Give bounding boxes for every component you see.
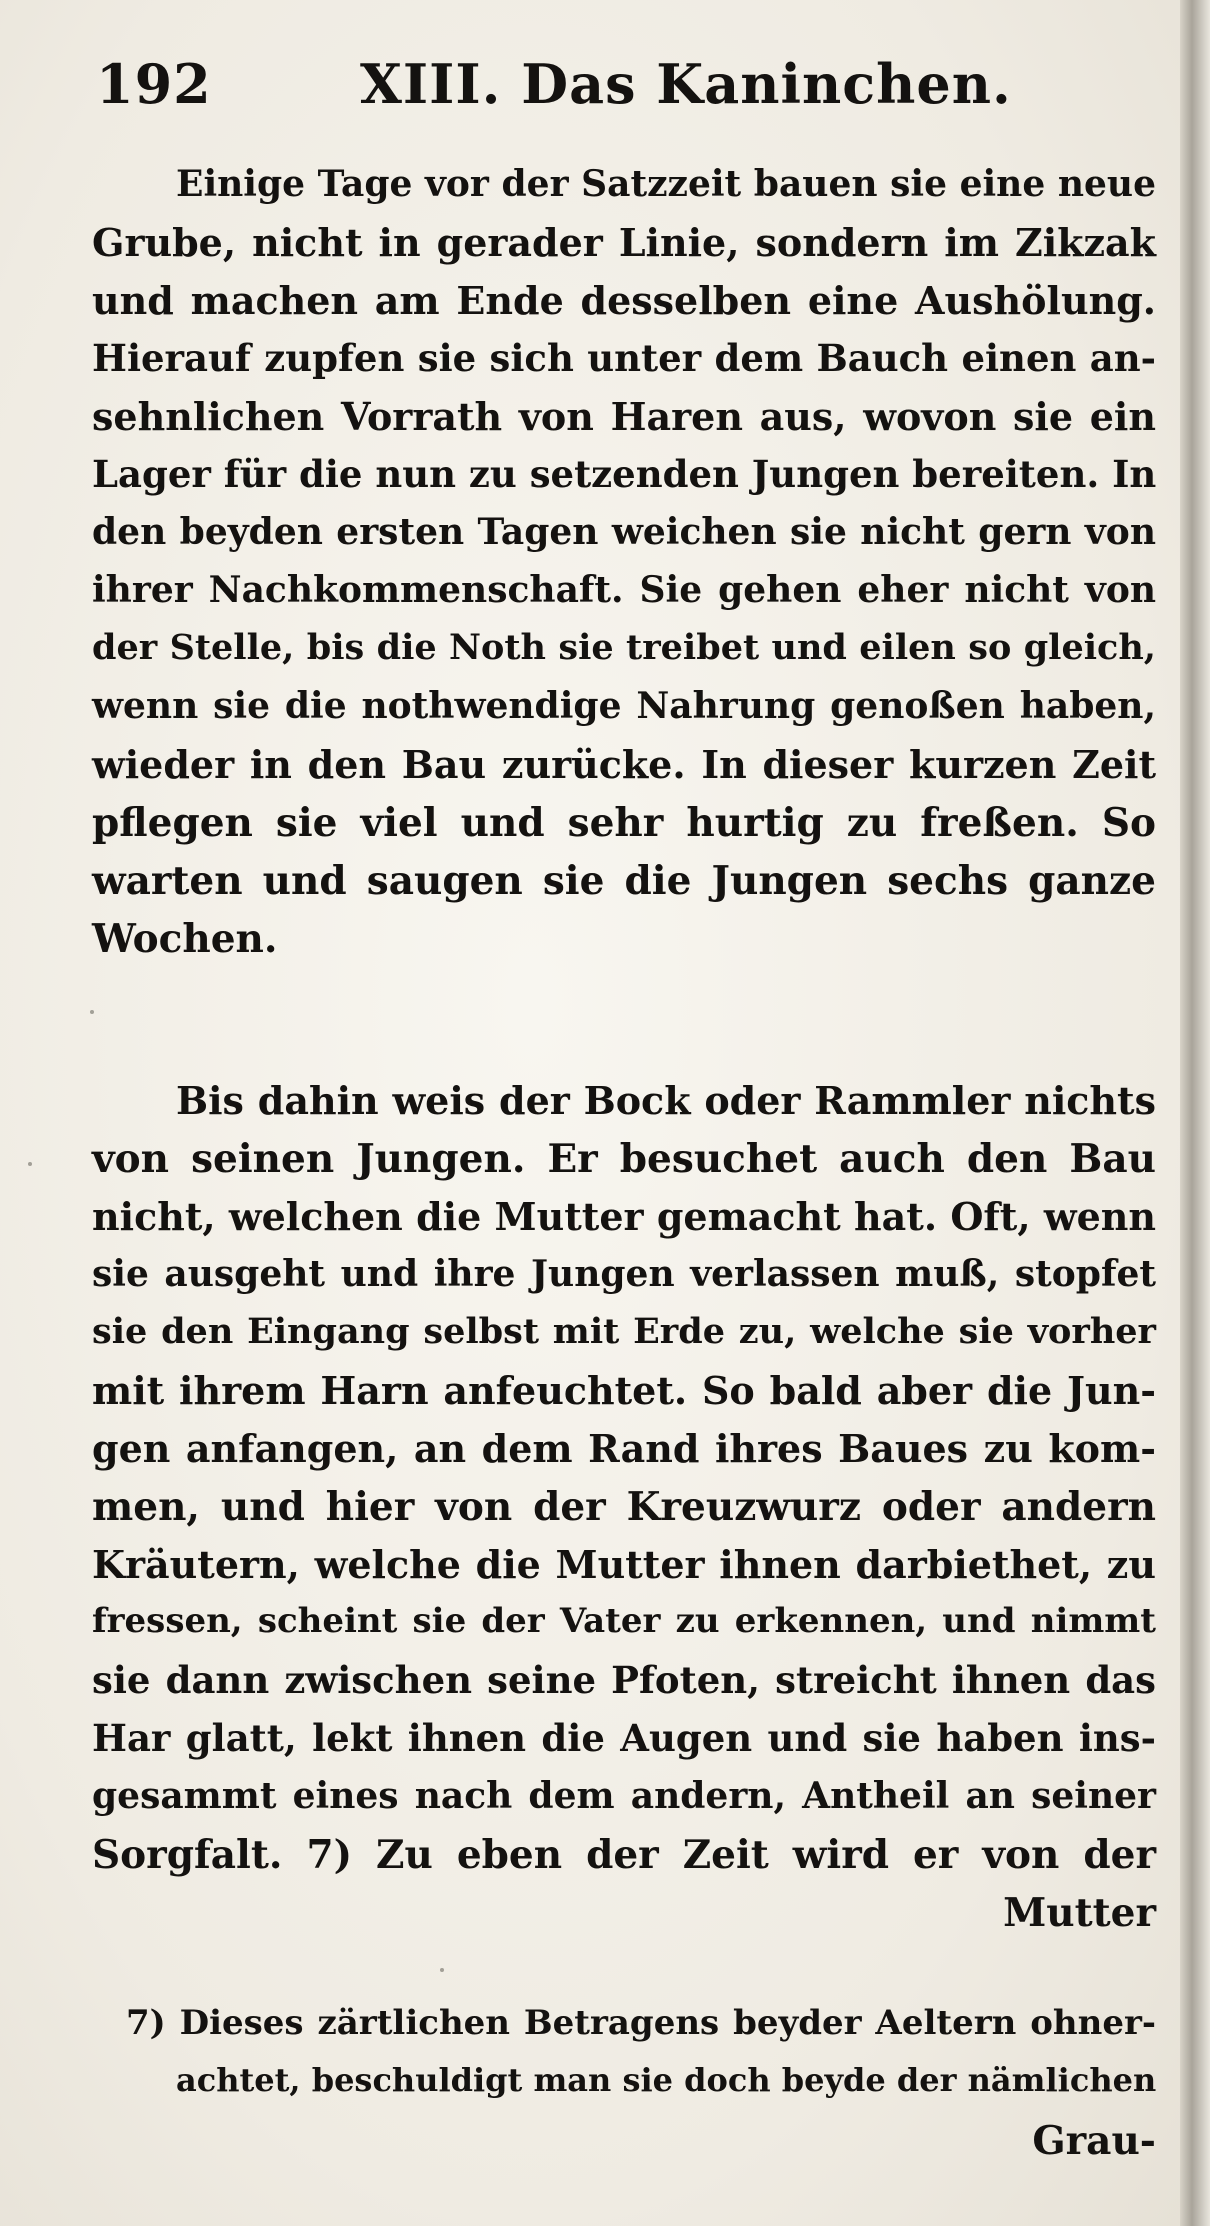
text-line: sehnlichen Vorrath von Haren aus, wovon sie ein [92, 394, 1156, 439]
text-line: warten und saugen sie die Jungen sechs ganze [92, 858, 1156, 904]
text-line: Grube, nicht in gerader Linie, sondern im Zikzak [92, 220, 1156, 265]
text-line: sie ausgeht und ihre Jungen verlassen muß, stopfet [92, 1253, 1156, 1295]
text-line: der Stelle, bis die Noth sie treibet und eilen so gleich, [92, 627, 1156, 668]
text-line: gesammt eines nach dem andern, Antheil an seiner [92, 1775, 1156, 1817]
text-line: mit ihrem Harn anfeuchtet. So bald aber die Jun- [92, 1368, 1156, 1413]
text-line: sie den Eingang selbst mit Erde zu, welche sie vorher [92, 1311, 1156, 1352]
page-binding-edge [1180, 0, 1210, 2226]
text-line: Bis dahin weis der Bock oder Rammler nichts [176, 1078, 1156, 1123]
footnote-line: achtet, beschuldigt man sie doch beyde der nämlichen [176, 2061, 1157, 2099]
paper-speck [90, 1010, 94, 1014]
text-line: Hierauf zupfen sie sich unter dem Bauch einen an- [92, 336, 1156, 380]
paper-speck [28, 1162, 32, 1166]
page-number: 192 [96, 52, 212, 116]
text-line: Wochen. [92, 916, 278, 962]
text-line: ihrer Nachkommenschaft. Sie gehen eher nicht von [92, 569, 1156, 611]
page-header [96, 52, 1156, 132]
text-line: nicht, welchen die Mutter gemacht hat. Oft, wenn [92, 1194, 1156, 1239]
footnote-line: 7) Dieses zärtlichen Betragens beyder Aeltern ohner- [126, 2003, 1156, 2043]
text-line: men, und hier von der Kreuzwurz oder andern [92, 1484, 1156, 1530]
text-line: pflegen sie viel und sehr hurtig zu freßen. So [92, 800, 1156, 846]
text-line: den beyden ersten Tagen weichen sie nicht gern von [92, 511, 1156, 553]
paper-speck [440, 1968, 444, 1972]
text-line: gen anfangen, an dem Rand ihres Baues zu kom- [92, 1426, 1156, 1471]
text-line: von seinen Jungen. Er besuchet auch den Bau [92, 1136, 1156, 1182]
text-line: Kräutern, welche die Mutter ihnen darbiethet, zu [92, 1542, 1156, 1587]
text-line: Lager für die nun zu setzenden Jungen bereiten. In [92, 452, 1157, 496]
text-line: sie dann zwischen seine Pfoten, streicht ihnen das [92, 1658, 1156, 1702]
catchword: Mutter [1003, 1890, 1156, 1936]
text-line: wieder in den Bau zurücke. In dieser kurzen Zeit [92, 742, 1156, 787]
text-line: und machen am Ende desselben eine Aushölung. [92, 278, 1156, 323]
running-head: XIII. Das Kaninchen. [360, 52, 1012, 116]
text-line: fressen, scheint sie der Vater zu erkennen, und nimmt [92, 1601, 1156, 1641]
footnote-catchword: Grau- [1032, 2118, 1156, 2164]
text-line: Har glatt, lekt ihnen die Augen und sie haben ins- [92, 1716, 1156, 1760]
text-line: Einige Tage vor der Satzzeit bauen sie eine neue [176, 163, 1156, 205]
text-line: wenn sie die nothwendige Nahrung genoßen haben, [92, 685, 1156, 727]
text-line: Sorgfalt. 7) Zu eben der Zeit wird er von der [92, 1832, 1156, 1878]
